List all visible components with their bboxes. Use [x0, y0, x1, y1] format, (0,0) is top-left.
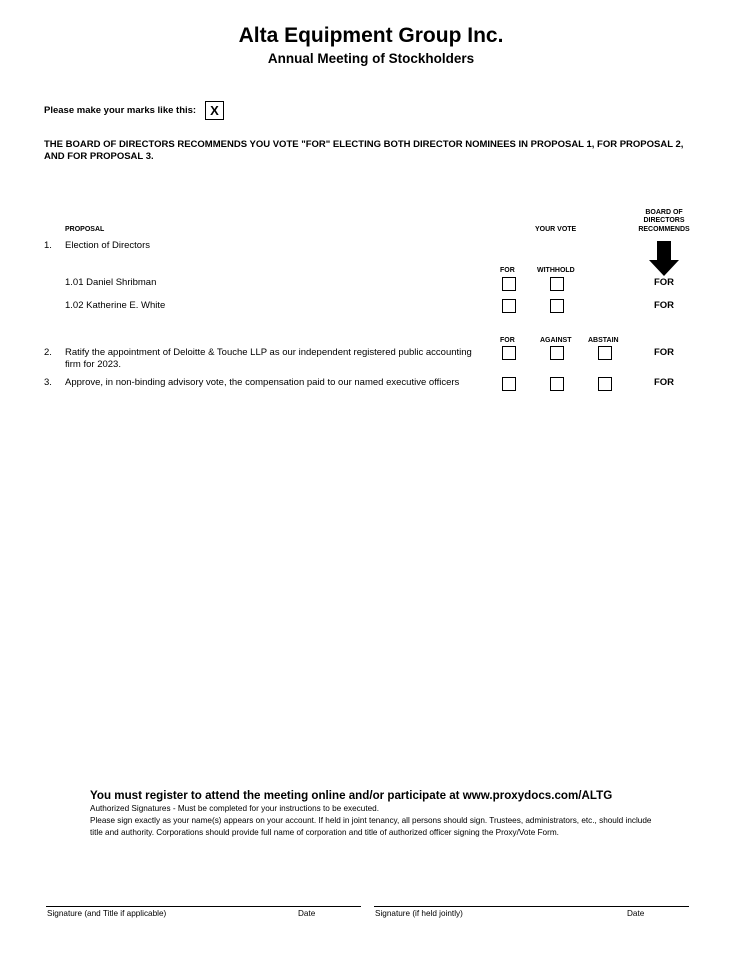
company-title: Alta Equipment Group Inc. [238, 24, 504, 47]
proposal-3-against-checkbox[interactable] [550, 377, 564, 391]
proposal-2-number: 2. [44, 347, 52, 358]
proposal-2-recommend: FOR [653, 347, 675, 358]
nominee-1-recommend: FOR [653, 277, 675, 288]
board-header-line1: BOARD OF [645, 209, 683, 216]
signature-2-label: Signature (if held jointly) [375, 909, 463, 918]
signature-1-label: Signature (and Title if applicable) [47, 909, 167, 918]
authorized-signatures-note: Authorized Signatures - Must be completed for your instructions to be executed. [90, 804, 379, 813]
proposal-2-text: Ratify the appointment of Deloitte & Touche LLP as our independent registered public accounting firm for 2023. [65, 347, 472, 370]
proposal-1-text: Election of Directors [65, 240, 151, 251]
signing-instructions-text: Please sign exactly as your name(s) appears on your account. If held in joint tenancy, all persons should sign. Trustees, administrators, etc., should include title and authority. Corporations should provide full name of corporation and title of authorized officer signing the Proxy/Vote Form. [90, 816, 652, 837]
marks-instruction: Please make your marks like this: [44, 105, 197, 116]
col-for-label-2: FOR [500, 337, 515, 344]
nominee-1-for-checkbox[interactable] [502, 277, 516, 291]
nominee-1-withhold-checkbox[interactable] [550, 277, 564, 291]
proposal-2-against-checkbox[interactable] [550, 346, 564, 360]
proposal-3-text: Approve, in non-binding advisory vote, the compensation paid to our named executive officers [65, 377, 460, 388]
board-header-line3: RECOMMENDS [638, 225, 690, 233]
signature-line-2[interactable] [374, 906, 689, 907]
signature-line-1[interactable] [46, 906, 361, 907]
mark-example-box: X [205, 101, 224, 120]
proposal-3-for-checkbox[interactable] [502, 377, 516, 391]
your-vote-header: YOUR VOTE [535, 226, 577, 233]
nominee-2-recommend: FOR [653, 300, 675, 311]
proposal-1-number: 1. [44, 240, 52, 251]
signature-instructions [90, 803, 665, 839]
col-against-label: AGAINST [540, 337, 572, 344]
col-abstain-label: ABSTAIN [588, 337, 619, 344]
proposal-2-abstain-checkbox[interactable] [598, 346, 612, 360]
nominee-2-text: 1.02 Katherine E. White [65, 300, 166, 311]
col-for-label: FOR [500, 267, 515, 274]
board-recommends-header [630, 209, 698, 234]
nominee-1-text: 1.01 Daniel Shribman [65, 277, 157, 288]
down-arrow-icon [648, 241, 680, 277]
board-header-line2: DIRECTORS [643, 217, 685, 225]
proposal-3-number: 3. [44, 377, 52, 388]
proposal-3-recommend: FOR [653, 377, 675, 388]
register-notice: You must register to attend the meeting online and/or participate at www.proxydocs.com/ALTG [90, 789, 613, 802]
date-1-label: Date [298, 909, 316, 918]
proposal-2-for-checkbox[interactable] [502, 346, 516, 360]
proposal-header: PROPOSAL [65, 226, 105, 233]
nominee-2-for-checkbox[interactable] [502, 299, 516, 313]
col-withhold-label: WITHHOLD [537, 267, 575, 274]
date-2-label: Date [627, 909, 645, 918]
board-recommendation: THE BOARD OF DIRECTORS RECOMMENDS YOU VOTE "FOR" ELECTING BOTH DIRECTOR NOMINEES IN PROPOSAL 1, FOR PROPOSAL 2, AND FOR PROPOSAL 3. [44, 139, 684, 162]
meeting-subtitle: Annual Meeting of Stockholders [267, 51, 475, 66]
nominee-2-withhold-checkbox[interactable] [550, 299, 564, 313]
proposal-3-abstain-checkbox[interactable] [598, 377, 612, 391]
